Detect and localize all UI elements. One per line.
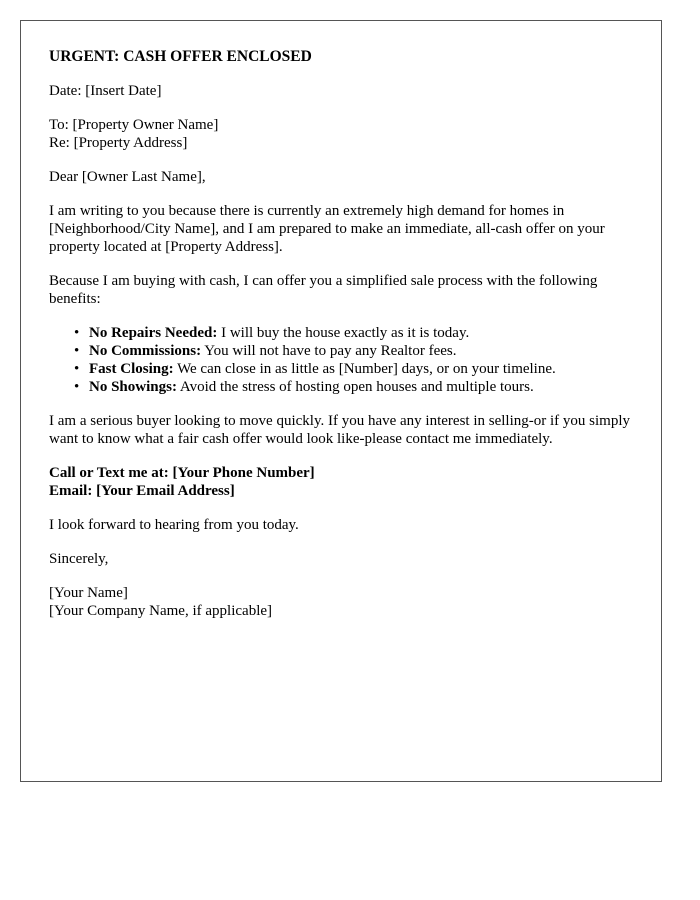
benefits-intro-paragraph: Because I am buying with cash, I can offer you a simplified sale process with the following benefits: xyxy=(49,273,598,307)
contact-email: Email: [Your Email Address] xyxy=(49,483,235,499)
benefit-label: No Repairs Needed: xyxy=(89,325,218,341)
intro-paragraph: I am writing to you because there is currently an extremely high demand for homes in [Neighborhood/City Name], and I am prepared to make an immediate, all-cash offer on your property located at [Property Address]. xyxy=(49,203,605,255)
benefit-label: No Showings: xyxy=(89,379,177,395)
benefit-text: We can close in as little as [Number] days, or on your timeline. xyxy=(173,361,556,377)
closing-paragraph: I am a serious buyer looking to move quickly. If you have any interest in selling-or if you simply want to know what a fair cash offer would look like-please contact me immediately. xyxy=(49,413,630,447)
bullet-icon: • xyxy=(74,343,80,359)
recipient-block xyxy=(49,116,633,152)
contact-block xyxy=(49,464,633,500)
benefit-text: You will not have to pay any Realtor fees. xyxy=(201,343,457,359)
letter-date: Date: [Insert Date] xyxy=(49,83,162,99)
closing-line: I look forward to hearing from you today. xyxy=(49,517,299,533)
signature-block xyxy=(49,584,633,620)
signoff: Sincerely, xyxy=(49,551,109,567)
benefit-item xyxy=(74,342,633,360)
benefit-text: Avoid the stress of hosting open houses and multiple tours. xyxy=(176,379,534,395)
bullet-icon: • xyxy=(74,361,80,377)
recipient-to: To: [Property Owner Name] xyxy=(49,117,219,133)
benefits-list xyxy=(49,324,633,396)
bullet-icon: • xyxy=(74,379,80,395)
bullet-icon: • xyxy=(74,325,80,341)
benefit-text: I will buy the house exactly as it is today. xyxy=(217,325,470,341)
salutation: Dear [Owner Last Name], xyxy=(49,169,206,185)
benefit-label: No Commissions: xyxy=(89,343,202,359)
recipient-re: Re: [Property Address] xyxy=(49,135,188,151)
sender-company: [Your Company Name, if applicable] xyxy=(49,603,273,619)
letter-heading: URGENT: CASH OFFER ENCLOSED xyxy=(49,48,312,65)
letter-frame xyxy=(20,20,662,782)
benefit-item xyxy=(74,360,633,378)
benefit-item xyxy=(74,324,633,342)
benefit-label: Fast Closing: xyxy=(89,361,174,377)
sender-name: [Your Name] xyxy=(49,585,128,601)
contact-phone: Call or Text me at: [Your Phone Number] xyxy=(49,465,315,481)
benefit-item xyxy=(74,378,633,396)
